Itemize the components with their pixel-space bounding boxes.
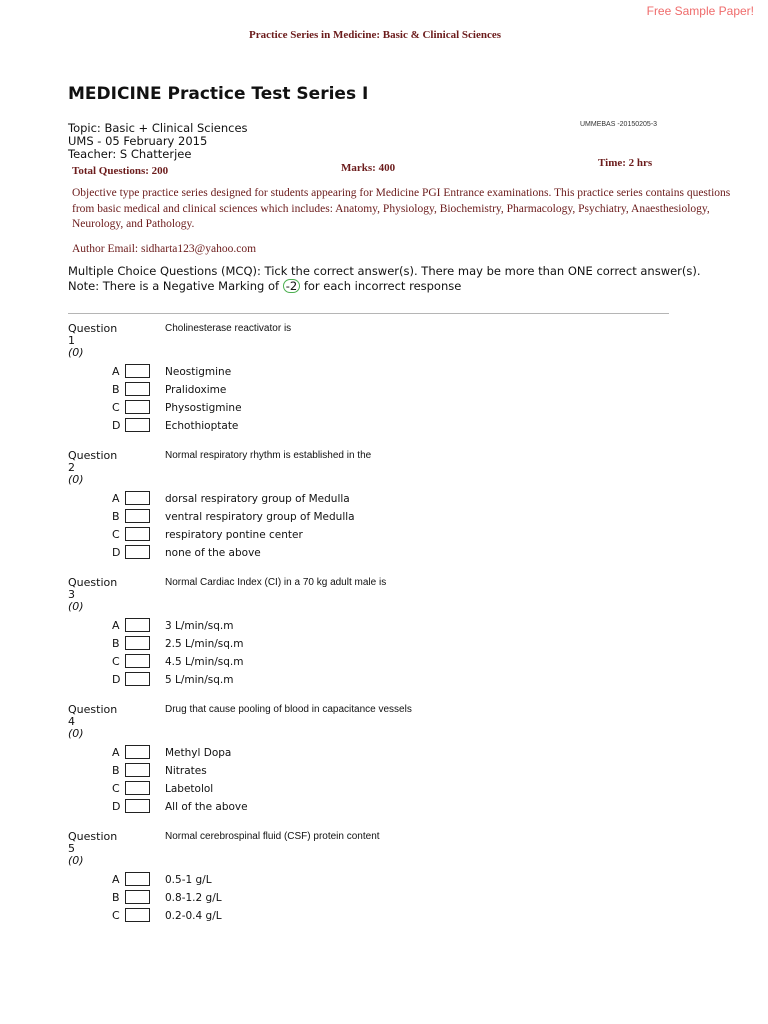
option-letter: C [112, 528, 120, 541]
option-letter: D [112, 800, 121, 813]
option-row [0, 655, 768, 671]
answer-checkbox[interactable] [125, 672, 150, 686]
question-5 [0, 831, 768, 958]
option-row [0, 891, 768, 907]
question-word: Question [68, 703, 118, 716]
question-word: Question [68, 322, 118, 335]
option-text: 5 L/min/sq.m [165, 674, 234, 686]
question-score: (0) [68, 346, 84, 359]
option-letter: A [112, 746, 120, 759]
page-title: MEDICINE Practice Test Series I [68, 84, 369, 104]
free-sample-watermark: Free Sample Paper! [646, 4, 754, 18]
option-letter: B [112, 764, 120, 777]
answer-checkbox[interactable] [125, 636, 150, 650]
time-limit: Time: 2 hrs [598, 157, 653, 169]
option-letter: C [112, 909, 120, 922]
question-text: Normal respiratory rhythm is established in the [165, 450, 372, 461]
option-text: ventral respiratory group of Medulla [165, 511, 355, 523]
answer-checkbox[interactable] [125, 890, 150, 904]
option-row [0, 637, 768, 653]
option-text: dorsal respiratory group of Medulla [165, 493, 350, 505]
option-text: 4.5 L/min/sq.m [165, 656, 244, 668]
instructions-text: Multiple Choice Questions (MCQ): Tick the correct answer(s). There may be more than ONE correct answer(s). Note: There is a Negative Marking of [68, 264, 701, 293]
answer-checkbox[interactable] [125, 908, 150, 922]
answer-checkbox[interactable] [125, 527, 150, 541]
divider [68, 313, 669, 314]
question-word: Question [68, 576, 118, 589]
answer-checkbox[interactable] [125, 781, 150, 795]
answer-checkbox[interactable] [125, 872, 150, 886]
total-questions: Total Questions: 200 [72, 165, 169, 177]
question-3 [0, 577, 768, 704]
option-row [0, 492, 768, 508]
question-label [68, 323, 117, 359]
topic-line: Topic: Basic + Clinical Sciences [68, 121, 248, 135]
option-text: none of the above [165, 547, 261, 559]
question-label [68, 450, 117, 486]
option-row [0, 383, 768, 399]
question-label [68, 704, 117, 740]
answer-checkbox[interactable] [125, 509, 150, 523]
question-2 [0, 450, 768, 577]
option-text: Labetolol [165, 783, 214, 795]
question-score: (0) [68, 854, 84, 867]
option-text: 3 L/min/sq.m [165, 620, 234, 632]
option-row [0, 546, 768, 562]
negative-mark-highlight: -2 [283, 279, 300, 293]
option-text: Physostigmine [165, 402, 242, 414]
author-email: Author Email: sidharta123@yahoo.com [72, 243, 257, 255]
answer-checkbox[interactable] [125, 418, 150, 432]
option-text: Echothioptate [165, 420, 239, 432]
option-text: 0.5-1 g/L [165, 874, 212, 886]
option-text: All of the above [165, 801, 248, 813]
option-letter: A [112, 365, 120, 378]
paper-code: UMMEBAS -20150205-3 [580, 121, 658, 128]
option-letter: C [112, 655, 120, 668]
instructions [68, 264, 708, 293]
answer-checkbox[interactable] [125, 745, 150, 759]
question-number: 4 [68, 715, 75, 728]
option-text: Methyl Dopa [165, 747, 232, 759]
question-label [68, 577, 117, 613]
answer-checkbox[interactable] [125, 364, 150, 378]
option-row [0, 365, 768, 381]
ums-line: UMS - 05 February 2015 [68, 134, 208, 148]
series-header: Practice Series in Medicine: Basic & Clinical Sciences [248, 29, 502, 41]
option-row [0, 909, 768, 925]
option-row [0, 764, 768, 780]
question-number: 1 [68, 334, 75, 347]
question-label [68, 831, 117, 867]
option-letter: C [112, 401, 120, 414]
option-text: 0.8-1.2 g/L [165, 892, 222, 904]
option-text: Pralidoxime [165, 384, 227, 396]
option-text: 2.5 L/min/sq.m [165, 638, 244, 650]
question-text: Drug that cause pooling of blood in capacitance vessels [165, 704, 412, 715]
option-row [0, 510, 768, 526]
option-letter: D [112, 546, 121, 559]
option-row [0, 528, 768, 544]
option-letter: A [112, 619, 120, 632]
question-word: Question [68, 449, 118, 462]
option-row [0, 419, 768, 435]
answer-checkbox[interactable] [125, 763, 150, 777]
teacher-line: Teacher: S Chatterjee [68, 147, 192, 161]
question-score: (0) [68, 727, 84, 740]
question-number: 2 [68, 461, 75, 474]
option-letter: A [112, 873, 120, 886]
option-text: Neostigmine [165, 366, 232, 378]
option-letter: C [112, 782, 120, 795]
option-text: respiratory pontine center [165, 529, 303, 541]
answer-checkbox[interactable] [125, 382, 150, 396]
question-text: Normal Cardiac Index (CI) in a 70 kg adult male is [165, 577, 387, 588]
question-score: (0) [68, 600, 84, 613]
option-row [0, 800, 768, 816]
description: Objective type practice series designed for students appearing for Medicine PGI Entrance examinations. This practice series contains questions from basic medical and clinical sciences which includes: Anatomy, Physiology, Biochemistry, Pharmacology, Psychiatry, Anaesthesiology, Neurology, and Pathology. [72, 187, 731, 230]
answer-checkbox[interactable] [125, 799, 150, 813]
option-letter: B [112, 891, 120, 904]
answer-checkbox[interactable] [125, 400, 150, 414]
option-letter: A [112, 492, 120, 505]
option-letter: B [112, 510, 120, 523]
option-letter: D [112, 419, 121, 432]
question-text: Normal cerebrospinal fluid (CSF) protein content [165, 831, 380, 842]
option-text: 0.2-0.4 g/L [165, 910, 222, 922]
question-text: Cholinesterase reactivator is [165, 323, 292, 334]
option-row [0, 673, 768, 689]
question-number: 3 [68, 588, 75, 601]
question-number: 5 [68, 842, 75, 855]
question-score: (0) [68, 473, 84, 486]
option-letter: D [112, 673, 121, 686]
option-row [0, 746, 768, 762]
option-row [0, 619, 768, 635]
marks: Marks: 400 [341, 162, 396, 174]
option-row [0, 401, 768, 417]
answer-checkbox[interactable] [125, 654, 150, 668]
option-letter: B [112, 637, 120, 650]
option-letter: B [112, 383, 120, 396]
answer-checkbox[interactable] [125, 491, 150, 505]
question-4 [0, 704, 768, 831]
question-1 [0, 323, 768, 450]
answer-checkbox[interactable] [125, 545, 150, 559]
option-row [0, 873, 768, 889]
instructions-text-end: for each incorrect response [300, 278, 462, 293]
answer-checkbox[interactable] [125, 618, 150, 632]
option-text: Nitrates [165, 765, 207, 777]
question-word: Question [68, 830, 118, 843]
option-row [0, 782, 768, 798]
